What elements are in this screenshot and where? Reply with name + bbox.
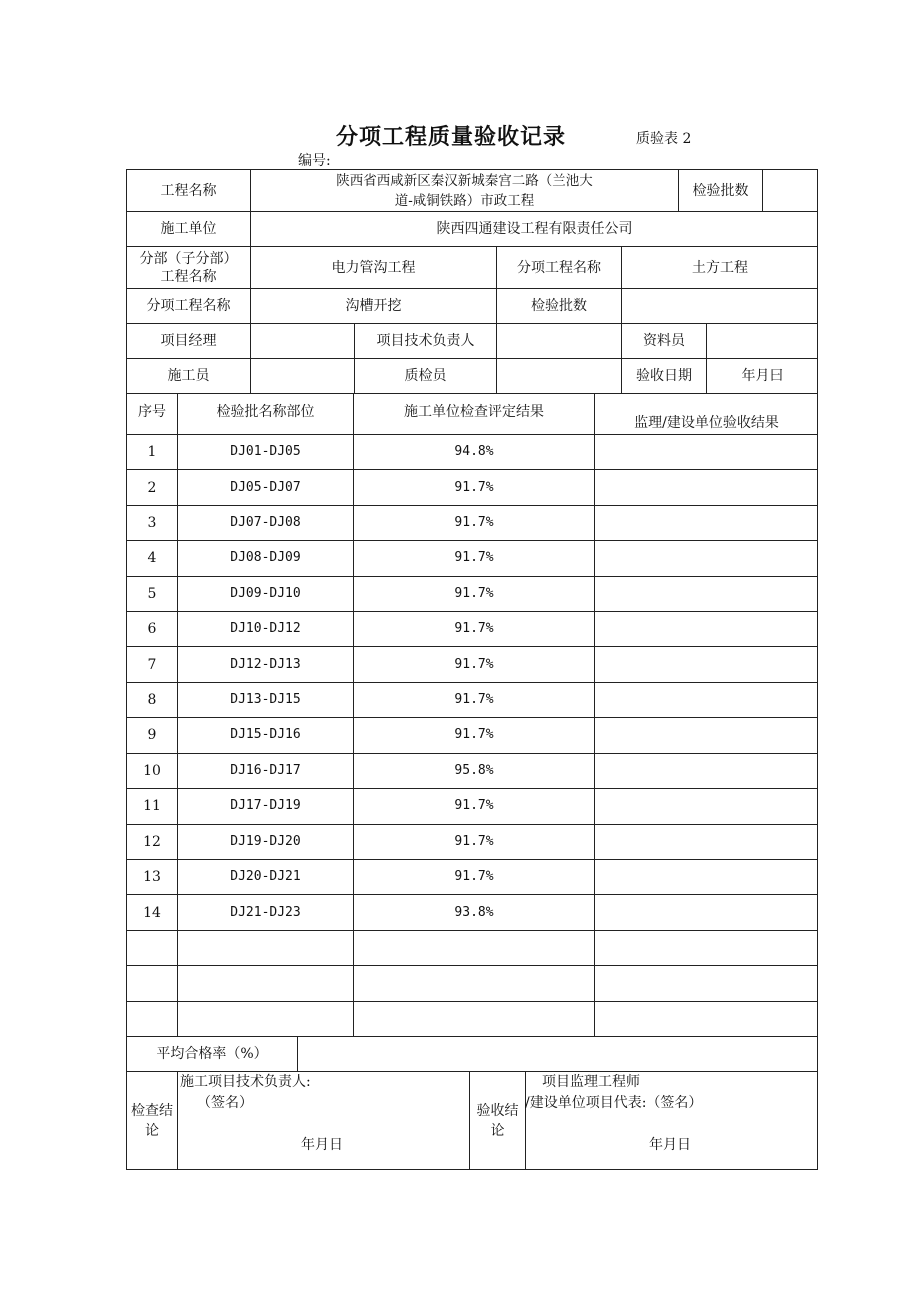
row-result: 91.7% [354,612,595,647]
row-result: 91.7% [354,470,595,505]
row-result: 91.7% [354,860,595,895]
inspector-label: 质检员 [355,359,497,394]
acceptance-form [126,169,818,1170]
batch-count-label: 检验批数 [679,170,763,212]
row-supervision[interactable] [595,541,818,576]
row-part: DJ09-DJ10 [178,577,354,612]
row-supervision[interactable] [595,1002,818,1037]
row-part [178,966,354,1001]
row-number: 9 [127,718,178,753]
row-supervision[interactable] [595,931,818,966]
column-header-part: 检验批名称部位 [178,394,354,435]
row-part: DJ12-DJ13 [178,647,354,682]
row-supervision[interactable] [595,718,818,753]
row-supervision[interactable] [595,612,818,647]
accept-signature[interactable]: /建设单位项目代表:（签名） [525,1095,703,1111]
project-manager-value[interactable] [251,324,355,359]
row-part: DJ10-DJ12 [178,612,354,647]
page-title: 分项工程质量验收记录 [336,125,567,150]
worker-value[interactable] [251,359,355,394]
row-supervision[interactable] [595,683,818,718]
row-number: 8 [127,683,178,718]
subdivision-label: 分部（子分部） 工程名称 [127,247,251,289]
row-result: 95.8% [354,754,595,789]
avg-pass-rate-label: 平均合格率（%） [127,1037,298,1072]
row-result: 93.8% [354,895,595,930]
accept-date-label: 验收日期 [622,359,707,394]
row-number: 3 [127,506,178,541]
column-header-no: 序号 [127,394,178,435]
row-result: 91.7% [354,647,595,682]
serial-number-label: 编号: [298,153,331,169]
project-name-value: 陕西省西咸新区秦汉新城秦宫二路（兰池大 道-咸铜铁路）市政工程 [251,170,679,212]
row-number: 2 [127,470,178,505]
row-result: 91.7% [354,506,595,541]
inspector-value[interactable] [497,359,622,394]
row-part: DJ05-DJ07 [178,470,354,505]
row-number: 13 [127,860,178,895]
row-supervision[interactable] [595,647,818,682]
row-part: DJ01-DJ05 [178,435,354,470]
row-result [354,931,595,966]
row-part: DJ16-DJ17 [178,754,354,789]
row-number [127,931,178,966]
row-supervision[interactable] [595,577,818,612]
row-part: DJ15-DJ16 [178,718,354,753]
row-supervision[interactable] [595,470,818,505]
row-part: DJ17-DJ19 [178,789,354,824]
project-manager-label: 项目经理 [127,324,251,359]
subitem-label: 分项工程名称 [497,247,622,289]
row-supervision[interactable] [595,754,818,789]
row-part [178,931,354,966]
row-number [127,1002,178,1037]
row-supervision[interactable] [595,435,818,470]
column-header-result: 施工单位检查评定结果 [354,394,595,435]
row-number: 12 [127,825,178,860]
accept-date-value: 年月曰 [707,359,818,394]
row-number [127,966,178,1001]
row-supervision[interactable] [595,789,818,824]
row-number: 4 [127,541,178,576]
row-result: 91.7% [354,789,595,824]
contractor-value: 陕西四通建设工程有限责任公司 [251,212,818,247]
check-signer-label: 施工项目技术负责人: [180,1074,311,1090]
form-number: 质验表 2 [636,131,692,147]
row-supervision[interactable] [595,966,818,1001]
row-result: 91.7% [354,541,595,576]
row-part: DJ13-DJ15 [178,683,354,718]
subitem-value-2: 沟槽开挖 [251,289,497,324]
row-number: 10 [127,754,178,789]
batch-count-value-2[interactable] [622,289,818,324]
batch-count-value[interactable] [763,170,818,212]
subitem-label-2: 分项工程名称 [127,289,251,324]
project-name-label: 工程名称 [127,170,251,212]
check-conclusion-label: 检查结 论 [127,1072,178,1169]
tech-lead-value[interactable] [497,324,622,359]
avg-pass-rate-value[interactable] [298,1037,818,1072]
row-result: 91.7% [354,683,595,718]
column-header-supervision: 监理/建设单位验收结果 [595,394,818,435]
row-supervision[interactable] [595,860,818,895]
row-number: 7 [127,647,178,682]
row-supervision[interactable] [595,825,818,860]
accept-signer-label: 项目监理工程师 [542,1074,640,1090]
check-date: 年月日 [301,1137,343,1153]
row-part: DJ19-DJ20 [178,825,354,860]
row-number: 6 [127,612,178,647]
row-result: 91.7% [354,825,595,860]
row-part: DJ21-DJ23 [178,895,354,930]
worker-label: 施工员 [127,359,251,394]
row-number: 1 [127,435,178,470]
row-supervision[interactable] [595,506,818,541]
row-result: 91.7% [354,577,595,612]
check-signature[interactable]: （签名） [197,1095,253,1111]
archivist-label: 资料员 [622,324,707,359]
row-part: DJ07-DJ08 [178,506,354,541]
row-result: 94.8% [354,435,595,470]
row-part [178,1002,354,1037]
contractor-label: 施工单位 [127,212,251,247]
row-number: 11 [127,789,178,824]
row-result [354,966,595,1001]
subdivision-value: 电力管沟工程 [251,247,497,289]
accept-date: 年月日 [649,1137,691,1153]
row-result: 91.7% [354,718,595,753]
row-result [354,1002,595,1037]
tech-lead-label: 项目技术负责人 [355,324,497,359]
row-part: DJ20-DJ21 [178,860,354,895]
row-number: 5 [127,577,178,612]
archivist-value[interactable] [707,324,818,359]
batch-count-label-2: 检验批数 [497,289,622,324]
row-supervision[interactable] [595,895,818,930]
subitem-value: 土方工程 [622,247,818,289]
accept-conclusion-label: 验收结 论 [470,1072,526,1169]
row-part: DJ08-DJ09 [178,541,354,576]
row-number: 14 [127,895,178,930]
